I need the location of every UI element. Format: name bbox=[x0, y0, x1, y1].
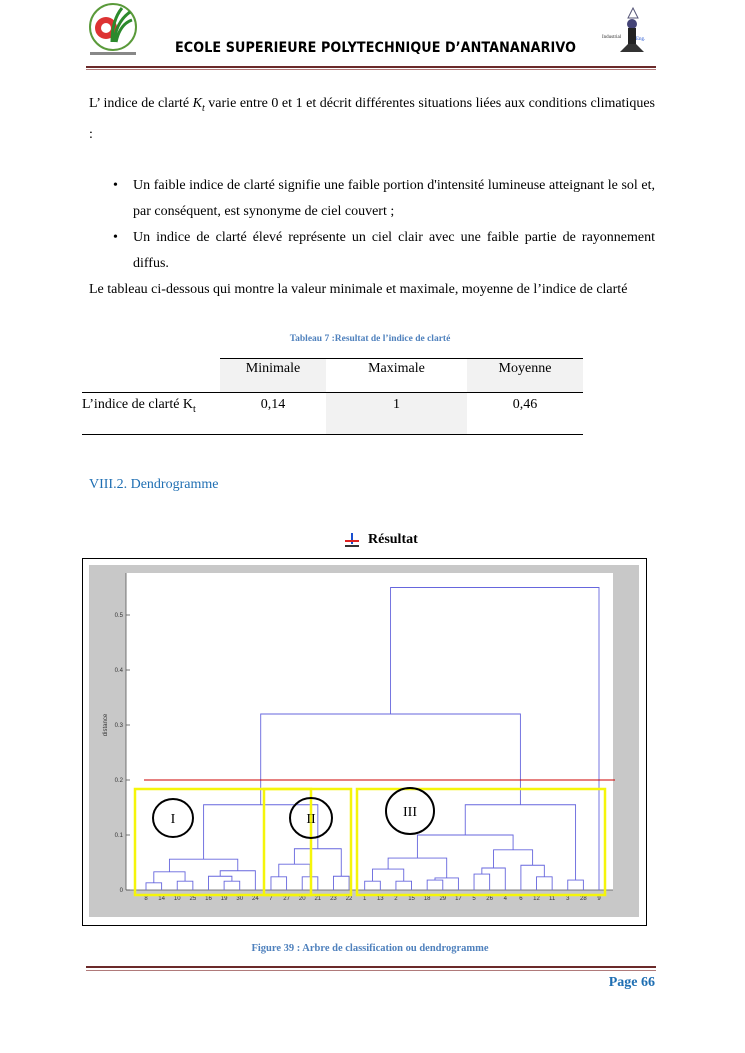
bullet-text: Un faible indice de clarté signifie une faible portion d'intensité lumineuse atteignant le sol et, par conséquent, est synonyme de ciel couvert ; bbox=[133, 178, 655, 219]
header-divider bbox=[86, 66, 656, 68]
leaf-label: 15 bbox=[408, 896, 415, 902]
table-row-label bbox=[82, 393, 220, 435]
table-header: Minimale bbox=[220, 359, 326, 393]
leaf-label: 1 bbox=[363, 896, 367, 902]
leaf-label: 2 bbox=[394, 896, 398, 902]
y-tick-label: 0.2 bbox=[114, 778, 123, 784]
cluster-label: I bbox=[170, 812, 176, 827]
engineering-logo bbox=[600, 6, 650, 58]
leaf-label: 28 bbox=[580, 896, 587, 902]
y-tick-label: 0.3 bbox=[114, 723, 123, 729]
y-axis-label: distance bbox=[103, 713, 109, 737]
leaf-label: 17 bbox=[455, 896, 462, 902]
leaf-label: 27 bbox=[283, 896, 290, 902]
leaf-label: 6 bbox=[519, 896, 523, 902]
y-tick-label: 0.1 bbox=[114, 833, 123, 839]
leaf-label: 23 bbox=[330, 896, 337, 902]
leaf-label: 4 bbox=[503, 896, 507, 902]
leaf-label: 5 bbox=[472, 896, 476, 902]
table-cell-max: 1 bbox=[326, 393, 467, 435]
plot-area bbox=[126, 573, 613, 890]
intro-paragraph bbox=[89, 91, 655, 148]
leaf-label: 29 bbox=[439, 896, 447, 902]
bullet-list bbox=[113, 173, 655, 277]
footer-divider bbox=[86, 966, 656, 968]
kt-subscript: t bbox=[201, 102, 205, 114]
page-number: Page 66 bbox=[608, 975, 655, 990]
section-heading: VIII.2. Dendrogramme bbox=[89, 477, 219, 492]
table-header: Maximale bbox=[326, 359, 467, 393]
table-intro: Le tableau ci-dessous qui montre la valeur minimale et maximale, moyenne de l’indice de clarté bbox=[89, 282, 628, 297]
leaf-label: 22 bbox=[345, 896, 353, 902]
cluster-label: III bbox=[403, 805, 417, 820]
result-heading bbox=[344, 532, 418, 548]
leaf-label: 16 bbox=[205, 896, 212, 902]
leaf-label: 9 bbox=[597, 896, 601, 902]
leaf-label: 3 bbox=[566, 896, 570, 902]
leaf-label: 20 bbox=[298, 896, 306, 902]
kt-symbol: K bbox=[192, 96, 202, 111]
bullet-icon: • bbox=[113, 230, 118, 245]
bullet-text: Un indice de clarté élevé représente un ciel clair avec une faible partie de rayonnement diffus. bbox=[133, 230, 655, 271]
svg-text:Eng.: Eng. bbox=[636, 37, 646, 42]
leaf-label: 7 bbox=[269, 896, 273, 902]
table-cell-min: 0,14 bbox=[260, 397, 286, 412]
intro-text: L’ indice de clarté bbox=[89, 96, 193, 111]
school-logo bbox=[86, 2, 140, 58]
table-header: Moyenne bbox=[467, 359, 583, 393]
cluster-label: II bbox=[306, 812, 316, 827]
y-tick-label: 0 bbox=[119, 888, 123, 894]
bullet-item bbox=[113, 173, 655, 225]
leaf-label: 10 bbox=[173, 896, 181, 902]
bullet-icon: • bbox=[113, 178, 118, 193]
row-label-sub: t bbox=[193, 403, 196, 415]
arrow-down-bullet-icon bbox=[344, 532, 360, 548]
leaf-label: 26 bbox=[486, 896, 493, 902]
table-caption: Tableau 7 :Resultat de l’indice de clarté bbox=[289, 334, 451, 344]
y-tick-label: 0.5 bbox=[114, 613, 123, 619]
footer-divider-thin bbox=[86, 970, 656, 971]
leaf-label: 8 bbox=[144, 896, 148, 902]
leaf-label: 13 bbox=[376, 896, 384, 902]
row-label-text: L’indice de clarté K bbox=[82, 397, 194, 412]
y-tick-label: 0.4 bbox=[114, 668, 123, 674]
leaf-label: 14 bbox=[158, 896, 165, 902]
result-label: Résultat bbox=[368, 532, 418, 547]
table-cell-mean: 0,46 bbox=[512, 397, 538, 412]
svg-text:Industrial: Industrial bbox=[602, 35, 622, 40]
leaf-label: 18 bbox=[423, 896, 431, 902]
bullet-item bbox=[113, 225, 655, 277]
header-title: ECOLE SUPERIEURE POLYTECHNIQUE D’ANTANANARIVO bbox=[175, 40, 577, 56]
leaf-label: 12 bbox=[533, 896, 540, 902]
leaf-label: 11 bbox=[549, 896, 556, 902]
clarity-index-table bbox=[82, 358, 583, 435]
header-divider-thin bbox=[86, 69, 656, 70]
leaf-label: 30 bbox=[236, 896, 244, 902]
leaf-label: 24 bbox=[252, 896, 259, 902]
leaf-label: 25 bbox=[189, 896, 197, 902]
intro-text-end: varie entre 0 et 1 et décrit différentes situations liées aux conditions climatiques : bbox=[89, 96, 655, 142]
table-header-empty bbox=[82, 359, 220, 393]
leaf-label: 21 bbox=[314, 896, 322, 902]
leaf-label: 19 bbox=[220, 896, 228, 902]
figure-caption: Figure 39 : Arbre de classification ou dendrogramme bbox=[251, 943, 489, 954]
dendrogram-chart bbox=[89, 565, 639, 917]
